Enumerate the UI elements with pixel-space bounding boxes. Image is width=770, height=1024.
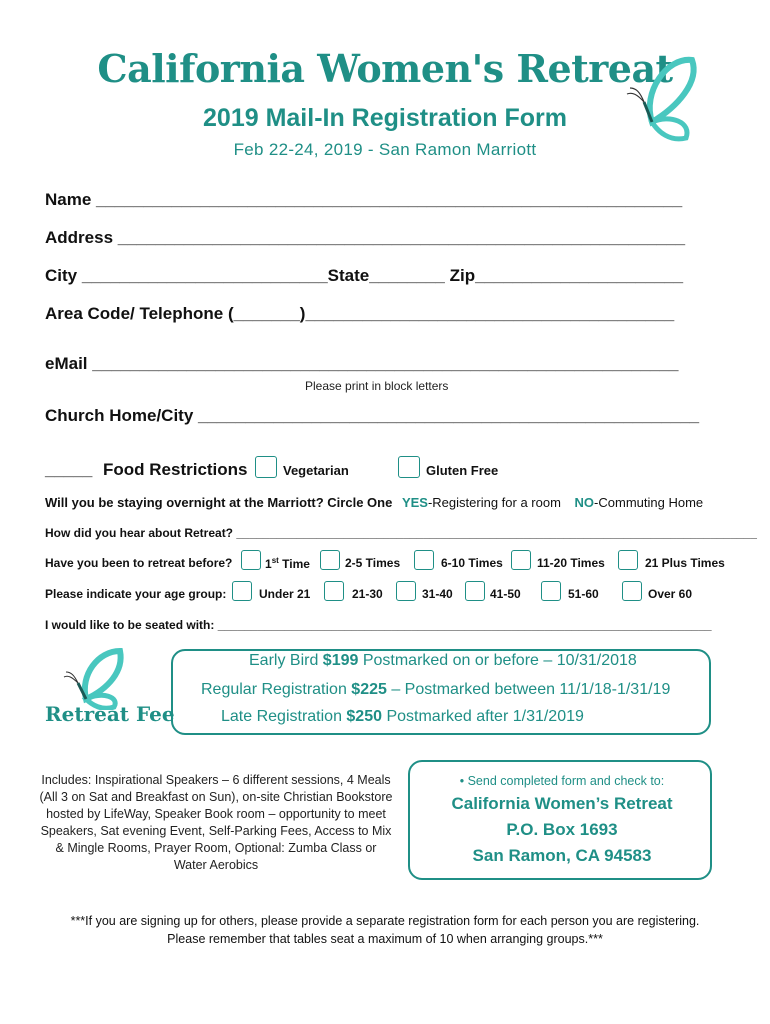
twenty-one-plus-checkbox[interactable] xyxy=(618,550,638,570)
two-five-label: 2-5 Times xyxy=(345,556,401,570)
gluten-free-checkbox[interactable] xyxy=(398,456,420,478)
seated-with-field[interactable]: I would like to be seated with: __________________________________________________________________________ xyxy=(45,618,712,632)
first-time-label: 1st Time xyxy=(265,556,310,571)
late-line: Late Registration $250 Postmarked after 1/31/2019 xyxy=(221,708,584,725)
vegetarian-checkbox[interactable] xyxy=(255,456,277,478)
over-60-label: Over 60 xyxy=(648,587,693,601)
gluten-free-label: Gluten Free xyxy=(426,463,499,478)
age-group-question: Please indicate your age group: xyxy=(45,587,227,601)
footer-line-2: Please remember that tables seat a maximum of 10 when arranging groups.*** xyxy=(167,932,603,946)
retreat-fee-label: Retreat Fee xyxy=(45,702,175,726)
yes-text: -Registering for a room xyxy=(427,495,561,510)
under-21-label: Under 21 xyxy=(259,587,311,601)
six-ten-label: 6-10 Times xyxy=(441,556,503,570)
retreat-before-question: Have you been to retreat before? xyxy=(45,556,233,570)
email-field[interactable]: eMail ______________________________________________________________ xyxy=(45,354,679,373)
yes-option[interactable]: YES xyxy=(401,495,428,510)
eleven-twenty-checkbox[interactable] xyxy=(511,550,531,570)
footer-line-1: ***If you are signing up for others, please provide a separate registration form for each person you are registering. xyxy=(70,914,700,928)
twenty-one-plus-label: 21 Plus Times xyxy=(645,556,725,570)
event-dateline: Feb 22-24, 2019 - San Ramon Marriott xyxy=(233,140,537,159)
under-21-checkbox[interactable] xyxy=(232,581,252,601)
food-label: Food Restrictions xyxy=(103,460,248,479)
mail-to-org: California Women’s Retreat xyxy=(451,794,673,813)
age-21-30-checkbox[interactable] xyxy=(324,581,344,601)
no-option[interactable]: NO xyxy=(574,495,595,510)
age-31-40-checkbox[interactable] xyxy=(396,581,416,601)
print-note: Please print in block letters xyxy=(305,379,449,393)
church-field[interactable]: Church Home/City _____________________________________________________ xyxy=(45,406,700,425)
first-time-checkbox[interactable] xyxy=(241,550,261,570)
age-51-60-checkbox[interactable] xyxy=(541,581,561,601)
food-blank[interactable]: _____ xyxy=(45,460,93,479)
mail-to-panel xyxy=(408,760,712,880)
name-field[interactable]: Name ______________________________________________________________ xyxy=(45,190,683,209)
early-bird-line: Early Bird $199 Postmarked on or before – 10/31/2018 xyxy=(249,652,637,669)
age-31-40-label: 31-40 xyxy=(422,587,453,601)
mail-to-intro: • Send completed form and check to: xyxy=(459,774,665,788)
overnight-question: Will you be staying overnight at the Marriott? Circle One xyxy=(45,495,393,510)
eleven-twenty-label: 11-20 Times xyxy=(537,556,605,570)
hear-about-field[interactable]: How did you hear about Retreat? ______________________________________________________________________________ xyxy=(45,526,757,540)
age-51-60-label: 51-60 xyxy=(568,587,599,601)
mail-to-city: San Ramon, CA 94583 xyxy=(472,846,652,865)
age-41-50-label: 41-50 xyxy=(490,587,521,601)
over-60-checkbox[interactable] xyxy=(622,581,642,601)
mail-to-pobox: P.O. Box 1693 xyxy=(506,820,618,839)
vegetarian-label: Vegetarian xyxy=(283,463,349,478)
six-ten-checkbox[interactable] xyxy=(414,550,434,570)
butterfly-icon xyxy=(62,645,132,710)
form-title: California Women's Retreat xyxy=(97,46,673,91)
age-41-50-checkbox[interactable] xyxy=(465,581,485,601)
overnight-row xyxy=(45,495,703,510)
address-field[interactable]: Address ____________________________________________________________ xyxy=(45,228,686,247)
regular-line: Regular Registration $225 – Postmarked between 11/1/18-1/31/19 xyxy=(201,681,671,698)
city-state-zip-field[interactable]: City __________________________State________ Zip______________________ xyxy=(45,266,684,285)
includes-text: Includes: Inspirational Speakers – 6 different sessions, 4 Meals (All 3 on Sat and Breakfast on Sun), on-site Christian Bookstore hosted by LifeWay, Speaker Book room – opportunity to meet Speakers, Sat evening Event, Self-Parking Fees, Access to Mix & Mingle Rooms, Prayer Room, Optional: Zumba Class or Water Aerobics xyxy=(39,773,393,872)
form-subtitle: 2019 Mail-In Registration Form xyxy=(203,104,567,132)
no-text: -Commuting Home xyxy=(594,495,704,510)
age-21-30-label: 21-30 xyxy=(352,587,383,601)
two-five-checkbox[interactable] xyxy=(320,550,340,570)
telephone-field[interactable]: Area Code/ Telephone (_______)_______________________________________ xyxy=(45,304,675,323)
